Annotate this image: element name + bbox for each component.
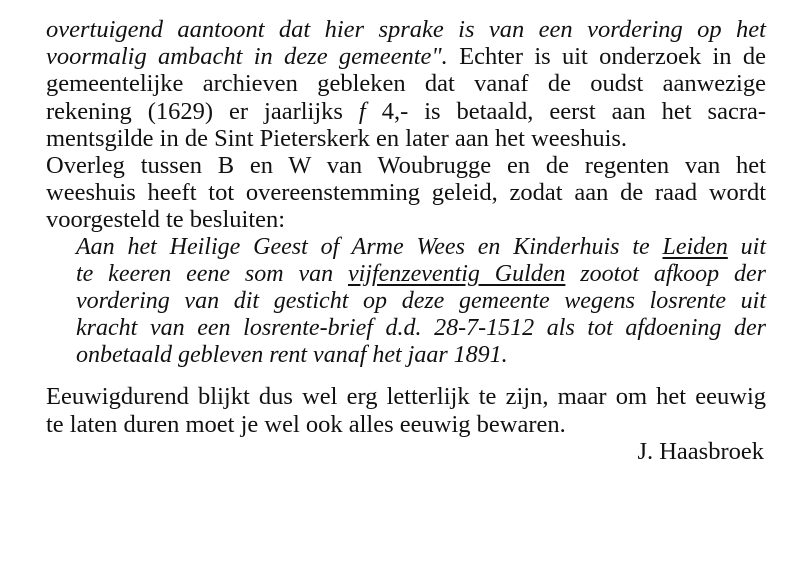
author-name: J. Haasbroek (637, 437, 764, 465)
text-line (76, 342, 766, 369)
document-page (46, 16, 766, 465)
text-line (76, 288, 766, 315)
text-span: zootot afkoop der (565, 260, 766, 287)
text-line (46, 411, 766, 438)
text-span: onbetaald gebleven rent vanaf het jaar 1891. (76, 342, 508, 369)
text-span: Eeuwigdurend blijkt dus wel erg letterlijk te zijn, maar om het eeuwig (46, 383, 766, 411)
paragraph-3 (46, 383, 766, 437)
text-span: gemeentelijke archieven gebleken dat vanaf de oudst aanwezige (46, 70, 766, 98)
text-line (46, 125, 766, 152)
text-span: kracht van een losrente-brief d.d. 28-7-1512 als tot afdoening der (76, 315, 766, 342)
text-line (46, 152, 766, 179)
text-span: uit (727, 233, 766, 260)
underlined-text: Leiden (662, 233, 728, 260)
text-span: vordering van dit gesticht op deze gemeente wegens losrente uit (76, 287, 766, 314)
signature (46, 438, 766, 465)
text-span: 4,- is betaald, eerst aan het sacra- (365, 97, 767, 125)
text-span: rekening (1629) er jaarlijks (46, 97, 359, 125)
text-line (76, 234, 766, 261)
quoted-resolution (46, 234, 766, 370)
text-span: weeshuis heeft tot overeenstemming geleid, zodat aan de raad wordt (46, 179, 766, 207)
text-line (46, 43, 766, 70)
paragraph-2 (46, 152, 766, 234)
text-span: overtuigend aantoont dat hier sprake is van een vordering op het (46, 16, 766, 43)
text-span: mentsgilde in de Sint Pieterskerk en later aan het weeshuis. (46, 124, 628, 152)
text-line (46, 70, 766, 97)
text-line (46, 98, 766, 125)
underlined-text: vijfenzeventig Gulden (347, 260, 566, 287)
text-span: Aan het Heilige Geest of Arme Wees en Kinderhuis te (76, 233, 663, 260)
text-line (46, 16, 766, 43)
text-line (46, 383, 766, 410)
text-line (46, 179, 766, 206)
paragraph-gap (46, 369, 766, 383)
text-line (76, 261, 766, 288)
text-span: Overleg tussen B en W van Woubrugge en de regenten van het (46, 151, 766, 179)
text-span: Echter is uit onderzoek in de (447, 43, 766, 71)
text-span: te laten duren moet je wel ook alles eeuwig bewaren. (46, 410, 566, 438)
text-span: voorgesteld te besluiten: (46, 206, 286, 234)
text-line (46, 206, 766, 233)
paragraph-1 (46, 16, 766, 152)
text-span: voormalig ambacht in deze gemeente". (46, 43, 448, 71)
text-line (76, 315, 766, 342)
guilder-symbol: f (358, 97, 366, 125)
text-span: te keeren eene som van (76, 260, 348, 287)
